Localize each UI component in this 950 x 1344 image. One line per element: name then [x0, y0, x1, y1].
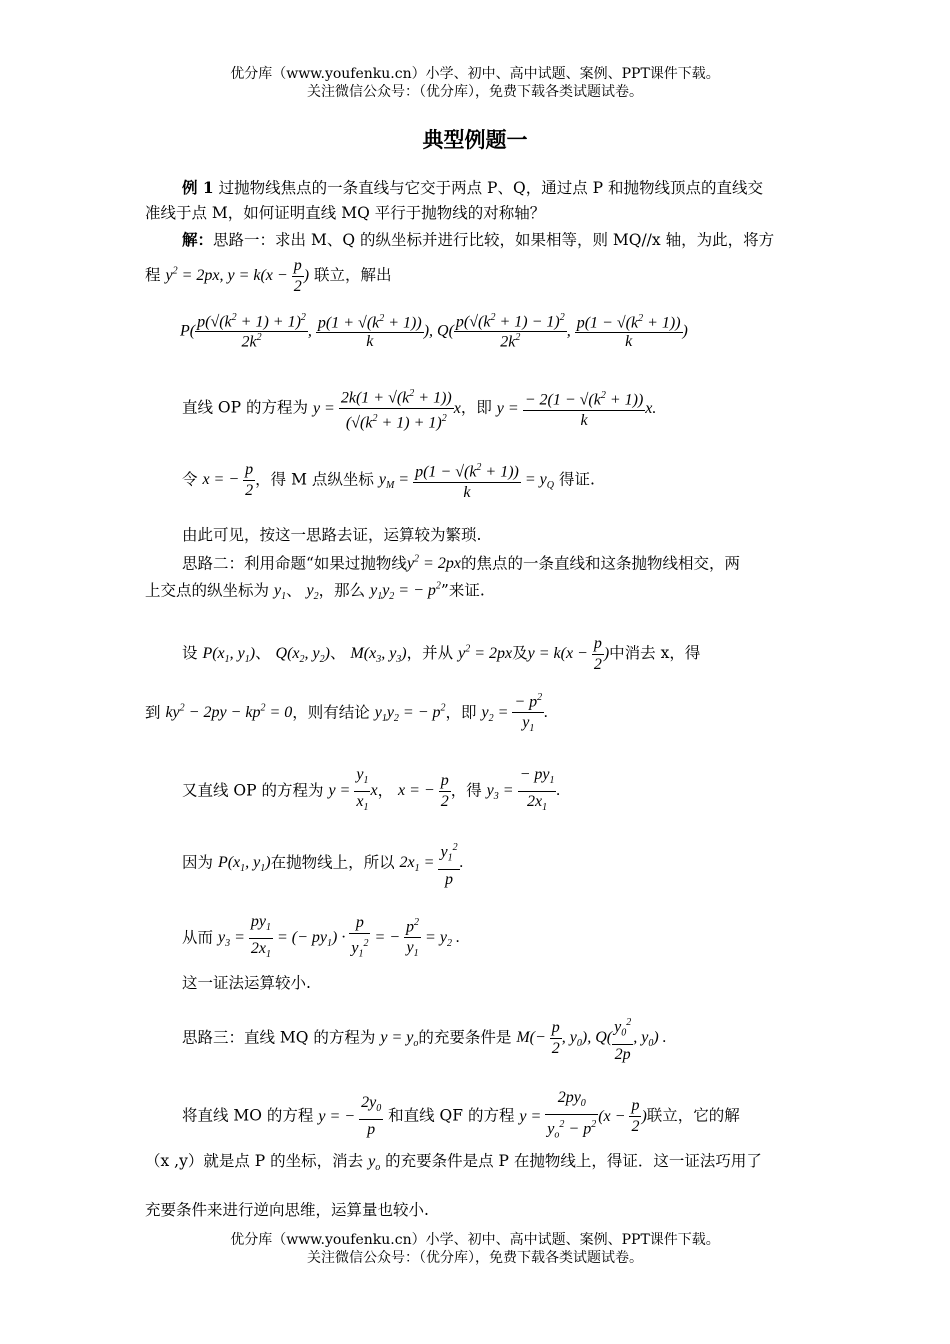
- formula-parabola: $y^2 = 2px$: [406, 554, 461, 573]
- formula-P-Q-coordinates: P( $\frac{p(√(k^2 + 1) + 1)^2}{2k^2}$ , $\frac{p(1 + √(k^2 + 1))}{k}$ ), Q( $\frac{p(√(k^2 + 1) - 1)^2}{2k^2}$ , $\frac{p(1 - √(k^2 + 1))}{k}$ ): [180, 312, 688, 351]
- text-xy-is-P: （x ,y）就是点 P 的坐标，消去: [145, 1152, 364, 1170]
- idea2-conclusion: 这一证法运算较小.: [182, 974, 311, 992]
- example-line1: [182, 178, 763, 198]
- formula-Q: $Q(x_2$, $y_2$): [275, 645, 330, 666]
- text-on-parabola: 在抛物线上，所以: [270, 853, 395, 872]
- text-proved: 得证.: [558, 470, 595, 489]
- equation-system: $y^2 = 2px$, y = k(x − $\frac{p}{2}$ ): [165, 257, 310, 295]
- formula-P-2: $P(x_1$, $y_1$): [217, 854, 271, 875]
- formula-M: $M(x_3$, $y_3$): [350, 645, 407, 666]
- text-qf-line: 和直线 QF 的方程: [388, 1106, 515, 1125]
- text-cheng: 程: [145, 266, 161, 285]
- let-line: [182, 458, 595, 503]
- formula-parabola-2: $y^2 = 2px$: [458, 643, 513, 663]
- text-sep-1: 、: [255, 644, 271, 663]
- text-intersect-y: 上交点的纵坐标为: [145, 581, 270, 600]
- text-conclusion: ，则有结论: [292, 703, 370, 722]
- formula-mo: y = − $\frac{2y_0}{p}$: [318, 1094, 382, 1139]
- text-because: 因为: [182, 853, 214, 872]
- idea3-line2: [182, 1088, 740, 1146]
- formula-op-1: y = $\frac{2k(1 + √(k^2 + 1))}{(√(k^2 + 1) + 1)^2}$ x: [313, 400, 461, 417]
- text-lianli: 联立，解出: [313, 266, 392, 285]
- text-eliminate-x: 中消去 x，得: [609, 644, 701, 663]
- formula-op-line: y = $\frac{y_1}{x_1}$ x: [328, 766, 378, 814]
- idea3-line3: [145, 1151, 762, 1178]
- formula-P: $P(x_1$, $y_1$): [202, 645, 256, 666]
- page-footer-line1: 优分库（www.youfenku.cn）小学、初中、高中试题、案例、PPT课件下载。: [230, 1232, 720, 1248]
- text-then: ，那么: [318, 581, 366, 600]
- text-prove-by: ”来证.: [440, 581, 485, 600]
- text-solution-of: 联立，它的解: [646, 1106, 740, 1125]
- formula-y3: $y_3$ = $\frac{- py_1}{2x_1}$ .: [486, 766, 561, 814]
- formula-M-Q: M(− $\frac{p}{2}$ , $y_0$), Q( $\frac{y_0^2}{2p}$ , $y_0$) .: [516, 1029, 666, 1046]
- solution-label: 解：: [182, 230, 214, 249]
- text-idea2-cont: 的焦点的一条直线和这条抛物线相交，两: [460, 554, 740, 573]
- formula-y3-proof: $y_3$ = $\frac{py_1}{2x_1}$ = (− $py_1$) · $\frac{p}{y_1^2}$ = − $\frac{p^2}{y_1}$ = $y_2$ .: [217, 913, 460, 961]
- text-ji: ，即: [460, 398, 492, 417]
- idea3-line1: [182, 1013, 667, 1065]
- text-sep-2: 、: [329, 644, 346, 663]
- text-op-line: 直线 OP 的方程为: [182, 398, 308, 417]
- example-label: 例 1: [182, 178, 214, 197]
- example-text-1: 过抛物线焦点的一条直线与它交于两点 P、Q，通过点 P 和抛物线顶点的直线交: [218, 179, 763, 197]
- example-line2: 准线于点 M，如何证明直线 MQ 平行于抛物线的对称轴？: [145, 204, 546, 222]
- formula-x-p2: x = − $\frac{p}{2}$: [398, 772, 449, 811]
- idea1-conclusion: 由此可见，按这一思路去证，运算较为繁琐.: [182, 526, 482, 544]
- idea2-line2: [145, 577, 485, 608]
- formula-x-directrix: x = − $\frac{p}{2}$: [202, 461, 254, 500]
- text-iff: 的充要条件是: [418, 1028, 512, 1047]
- text-de: ，得: [450, 781, 482, 800]
- text-ji-2: ，即: [445, 703, 477, 722]
- formula-y1y2-b: $y_1y_2$ = − $p^2$: [374, 703, 446, 725]
- formula-y0: $y_o$: [368, 1153, 381, 1174]
- formula-yM: $y_M$ = $\frac{p(1 - √(k^2 + 1))}{k}$ = $y_Q$: [379, 471, 554, 488]
- formula-y-y0: $y = y_o$: [380, 1029, 419, 1050]
- text-also-op: 又直线 OP 的方程为: [182, 781, 324, 800]
- page-header-line1: 优分库（www.youfenku.cn）小学、初中、高中试题、案例、PPT课件下载。: [230, 66, 720, 82]
- solution-line1: [182, 230, 774, 250]
- idea3-line4: 充要条件来进行逆向思维，运算量也较小.: [145, 1201, 429, 1219]
- solution-line2: [145, 256, 391, 297]
- idea2-line1: [182, 550, 740, 574]
- text-ling: 令: [182, 470, 198, 489]
- page-header-line2: 关注微信公众号：（优分库），免费下载各类试题试卷。: [307, 84, 643, 100]
- formula-op-2: y = $\frac{- 2(1 - √(k^2 + 1))}{k}$ x.: [497, 400, 657, 417]
- get-line: [145, 688, 548, 740]
- text-iff-on-parabola: 的充要条件是点 P 在抛物线上，得证．这一证法巧用了: [385, 1152, 762, 1170]
- because-line: [182, 838, 464, 890]
- also-line: 又直线 OP 的方程为 y = $\frac{y_1}{x_1}$ x， x = − $\frac{p}{2}$ ，得 $y_3$ = $\frac{- py_1}{2x_1}$ .: [182, 766, 561, 814]
- formula-qf: y = $\frac{2py_0}{y_o^2 - p^2}$ (x − $\frac{p}{2}$ ): [519, 1089, 647, 1141]
- text-from: ，并从: [406, 644, 454, 663]
- formula-2x1: $2x_1$ = $\frac{y_1^2}{p}$ .: [400, 854, 464, 871]
- text-mo-line: 将直线 MO 的方程: [182, 1106, 314, 1125]
- formula-y2-value: $y_2$ = $\frac{- p^2}{y_1}$ .: [481, 704, 548, 721]
- text-dao: 到: [145, 703, 161, 722]
- page-footer-line2: 关注微信公众号：（优分库），免费下载各类试题试卷。: [307, 1250, 643, 1266]
- text-idea3: 思路三：直线 MQ 的方程为: [182, 1028, 376, 1047]
- text-m-y: ，得 M 点纵坐标: [255, 470, 374, 489]
- hence-line: [182, 912, 460, 965]
- formula-quadratic: $ky^2 - 2py - kp^2 = 0$: [165, 703, 293, 722]
- formula-y1: $y_1$: [273, 582, 287, 603]
- text-and: 及: [512, 644, 528, 663]
- text-sep: 、: [286, 581, 302, 600]
- set-points-line: [182, 634, 700, 675]
- formula-y1y2: $y_1y_2$ = − $p^2$: [370, 581, 441, 603]
- op-line-equation: [182, 384, 656, 434]
- formula-y2: $y_2$: [306, 582, 319, 603]
- text-set: 设: [182, 644, 198, 663]
- page-title: 典型例题一: [422, 127, 528, 152]
- text-idea2: 思路二：利用命题“如果过抛物线: [182, 554, 407, 573]
- idea1-text: 思路一：求出 M、Q 的纵坐标并进行比较，如果相等，则 MQ//x 轴，为此，将方: [213, 231, 775, 249]
- formula-line: y = k(x − $\frac{p}{2}$ ): [527, 635, 610, 673]
- text-hence: 从而: [182, 928, 214, 947]
